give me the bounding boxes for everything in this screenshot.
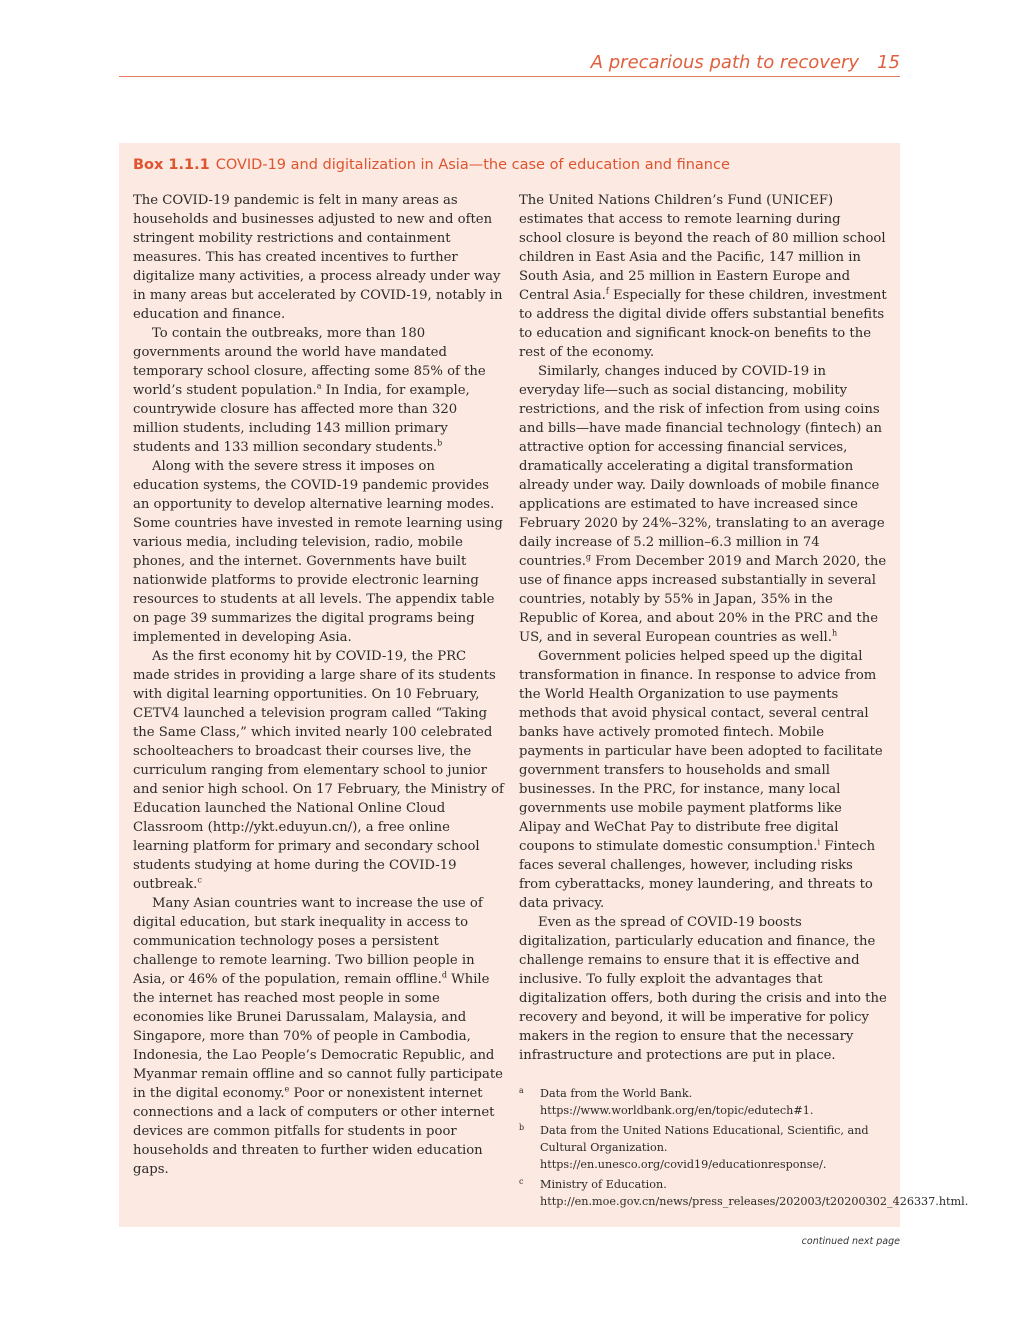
- paragraph: [133, 191, 505, 324]
- footnote-ref: b: [437, 438, 443, 448]
- footnote-mark: c: [519, 1177, 524, 1186]
- paragraph-text: In India, for example, countrywide closure has affected more than 320 million students, including 143 million primary students and 133 million secondary students.: [133, 383, 470, 455]
- page-number: 15: [877, 52, 900, 73]
- paragraph-text: Many Asian countries want to increase the use of digital education, but stark inequality in access to communication technology poses a persistent challenge to remote learning. Two billion people in Asia, or 46% of the population, remain offline.: [133, 896, 483, 987]
- running-title: A precarious path to recovery: [590, 52, 860, 73]
- paragraph-text: To contain the outbreaks, more than 180 governments around the world have mandated temporary school closure, affecting some 85% of the world’s student population.: [133, 326, 486, 398]
- footnote-ref: f: [605, 286, 609, 296]
- footnote-mark: b: [519, 1123, 525, 1132]
- paragraph: [519, 362, 887, 647]
- box-number: Box 1.1.1: [133, 157, 210, 173]
- paragraph-text: Fintech faces several challenges, however, including risks from cyberattacks, money laundering, and threats to data privacy.: [519, 839, 876, 911]
- footnote-text: Data from the United Nations Educational, Scientific, and Cultural Organization. https://en.unesco.org/covid19/educationresponse/.: [540, 1124, 869, 1171]
- footnote: [519, 1122, 887, 1173]
- footnote-ref: a: [316, 381, 322, 391]
- footnote-ref: h: [831, 628, 838, 638]
- paragraph-text: Even as the spread of COVID-19 boosts digitalization, particularly education and finance, the challenge remains to ensure that it is effective and inclusive. To fully exploit the advantages that digitalization offers, both during the crisis and into the recovery and beyond, it will be imperative for policy makers in the region to ensure that the necessary infrastructure and protections are put in place.: [519, 915, 887, 1063]
- right-column: [519, 191, 969, 1213]
- footnote-ref: e: [284, 1084, 290, 1094]
- running-header: [119, 50, 900, 77]
- paragraph: [133, 647, 505, 894]
- continued-next-page: continued next page: [801, 1236, 900, 1247]
- paragraph: [133, 457, 505, 647]
- paragraph-text: Similarly, changes induced by COVID-19 in everyday life—such as social distancing, mobility restrictions, and the risk of infection from using coins and bills—have made financial technology (fintech) an attractive option for accessing financial services, dramatically accelerating a digital transformation already under way. Daily downloads of mobile finance applications are estimated to have increased since February 2020 by 24%–32%, translating to an average daily increase of 5.2 million–6.3 million in 74 countries.: [519, 364, 885, 569]
- paragraph-text: As the first economy hit by COVID-19, the PRC made strides in providing a large share of its students with digital learning opportunities. On 10 February, CETV4 launched a television program called “Taking the Same Class,” which invited nearly 100 celebrated schoolteachers to broadcast their courses live, the curriculum ranging from elementary school to junior and senior high school. On 17 February, the Ministry of Education launched the National Online Cloud Classroom (http://ykt.eduyun.cn/), a free online learning platform for primary and secondary school students studying at home during the COVID-19 outbreak.: [133, 649, 504, 892]
- footnote-ref: d: [441, 970, 447, 980]
- paragraph-text: The United Nations Children’s Fund (UNICEF) estimates that access to remote learning during school closure is beyond the reach of 80 million school children in East Asia and the Pacific, 147 million in South Asia, and 25 million in Eastern Europe and Central Asia.: [519, 193, 886, 303]
- paragraph-text: Poor or nonexistent internet connections and a lack of computers or other internet devices are common pitfalls for students in poor households and threaten to further widen education gaps.: [133, 1086, 495, 1177]
- footnote-mark: a: [519, 1086, 524, 1095]
- paragraph: [133, 324, 505, 457]
- paragraph-text: While the internet has reached most people in some economies like Brunei Darussalam, Malaysia, and Singapore, more than 70% of people in Cambodia, Indonesia, the Lao People’s Democratic Republic, and Myanmar remain offline and so cannot fully participate in the digital economy.: [133, 972, 503, 1101]
- footnote-ref: g: [585, 552, 592, 562]
- paragraph-text: From December 2019 and March 2020, the use of finance apps increased substantially in several countries, notably by 55% in Japan, 35% in the Republic of Korea, and about 20% in the PRC and the US, and in several European countries as well.: [519, 554, 887, 645]
- footnotes: [519, 1085, 969, 1210]
- footnote: [519, 1085, 887, 1119]
- paragraph: [519, 913, 887, 1065]
- paragraph-text: Government policies helped speed up the digital transformation in finance. In response to advice from the World Health Organization to use payments methods that avoid physical contact, several central banks have actively promoted fintech. Mobile payments in particular have been adopted to facilitate government transfers to households and small businesses. In the PRC, for instance, many local governments use mobile payment platforms like Alipay and WeChat Pay to distribute free digital coupons to stimulate domestic consumption.: [519, 649, 883, 854]
- footnote-text: Ministry of Education. http://en.moe.gov.cn/news/press_releases/202003/t20200302_426337.html.: [540, 1178, 969, 1208]
- footnote-text: Data from the World Bank. https://www.worldbank.org/en/topic/edutech#1.: [540, 1087, 814, 1117]
- paragraph-text: The COVID-19 pandemic is felt in many areas as households and businesses adjusted to new and often stringent mobility restrictions and containment measures. This has created incentives to further digitalize many activities, a process already under way in many areas but accelerated by COVID-19, notably in education and finance.: [133, 193, 503, 322]
- paragraph: [519, 647, 887, 913]
- footnote-ref: i: [817, 837, 821, 847]
- footnote-ref: c: [197, 875, 202, 885]
- paragraph-text: Along with the severe stress it imposes on education systems, the COVID-19 pandemic provides an opportunity to develop alternative learning modes. Some countries have invested in remote learning using various media, including television, radio, mobile phones, and the internet. Governments have built nationwide platforms to provide electronic learning resources to students at all levels. The appendix table on page 39 summarizes the digital programs being implemented in developing Asia.: [133, 459, 503, 645]
- paragraph-text: Especially for these children, investment to address the digital divide offers substantial benefits to education and significant knock-on benefits to the rest of the economy.: [519, 288, 887, 360]
- paragraph: [519, 191, 887, 362]
- box-title: [133, 155, 730, 175]
- box-title-text: COVID-19 and digitalization in Asia—the case of education and finance: [215, 157, 730, 173]
- footnote: [519, 1176, 969, 1210]
- left-column: [133, 191, 505, 1179]
- box-1-1-1: [119, 143, 969, 1227]
- paragraph: [133, 894, 505, 1179]
